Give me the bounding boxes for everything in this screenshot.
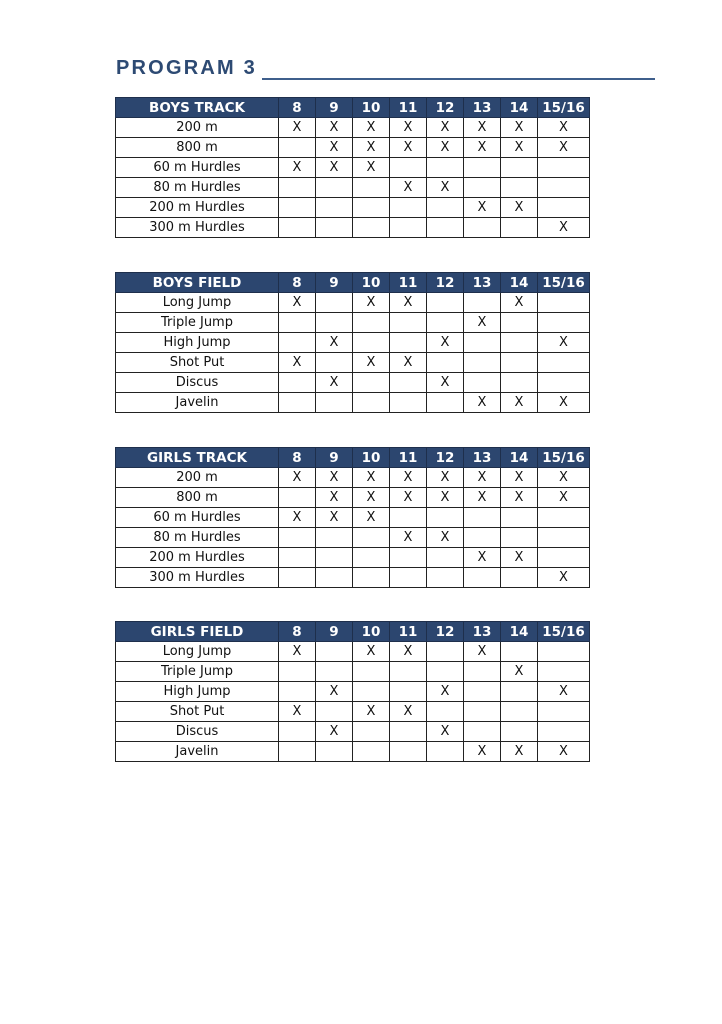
girls-track-table xyxy=(115,447,590,588)
table-row xyxy=(116,642,590,662)
eligibility-mark xyxy=(538,353,590,373)
eligibility-mark: X xyxy=(353,508,390,528)
eligibility-mark xyxy=(279,488,316,508)
eligibility-mark: X xyxy=(316,373,353,393)
eligibility-mark xyxy=(390,722,427,742)
eligibility-mark xyxy=(464,568,501,588)
eligibility-mark: X xyxy=(464,118,501,138)
eligibility-mark: X xyxy=(390,468,427,488)
age-column-header: 8 xyxy=(279,98,316,118)
age-column-header: 13 xyxy=(464,273,501,293)
eligibility-mark: X xyxy=(316,508,353,528)
eligibility-mark xyxy=(353,373,390,393)
table-row xyxy=(116,393,590,413)
eligibility-mark: X xyxy=(501,293,538,313)
eligibility-mark xyxy=(538,642,590,662)
event-name: Long Jump xyxy=(116,293,279,313)
age-column-header: 13 xyxy=(464,448,501,468)
eligibility-mark: X xyxy=(501,393,538,413)
event-name: Javelin xyxy=(116,393,279,413)
eligibility-mark xyxy=(353,568,390,588)
eligibility-mark xyxy=(427,742,464,762)
eligibility-mark: X xyxy=(279,642,316,662)
eligibility-mark: X xyxy=(279,702,316,722)
age-column-header: 15/16 xyxy=(538,448,590,468)
eligibility-mark xyxy=(427,568,464,588)
eligibility-mark xyxy=(464,373,501,393)
eligibility-mark: X xyxy=(427,682,464,702)
eligibility-mark xyxy=(501,373,538,393)
eligibility-mark xyxy=(390,218,427,238)
eligibility-mark: X xyxy=(390,528,427,548)
eligibility-mark: X xyxy=(538,488,590,508)
eligibility-mark xyxy=(279,393,316,413)
eligibility-mark: X xyxy=(427,138,464,158)
eligibility-mark: X xyxy=(501,118,538,138)
eligibility-mark: X xyxy=(464,198,501,218)
eligibility-mark xyxy=(427,198,464,218)
event-name: Discus xyxy=(116,722,279,742)
eligibility-mark: X xyxy=(353,353,390,373)
eligibility-mark xyxy=(279,742,316,762)
eligibility-mark xyxy=(501,722,538,742)
eligibility-mark xyxy=(316,642,353,662)
eligibility-mark xyxy=(390,682,427,702)
age-column-header: 10 xyxy=(353,273,390,293)
eligibility-mark xyxy=(279,662,316,682)
eligibility-mark: X xyxy=(390,293,427,313)
table-heading: GIRLS TRACK xyxy=(116,448,279,468)
eligibility-mark: X xyxy=(279,353,316,373)
table-row xyxy=(116,488,590,508)
event-name: 60 m Hurdles xyxy=(116,508,279,528)
eligibility-mark: X xyxy=(538,393,590,413)
age-column-header: 12 xyxy=(427,622,464,642)
eligibility-mark xyxy=(464,662,501,682)
eligibility-mark xyxy=(279,138,316,158)
eligibility-mark: X xyxy=(464,468,501,488)
event-name: 60 m Hurdles xyxy=(116,158,279,178)
table-row xyxy=(116,568,590,588)
eligibility-mark xyxy=(316,662,353,682)
eligibility-mark xyxy=(316,702,353,722)
age-column-header: 11 xyxy=(390,448,427,468)
eligibility-mark xyxy=(279,548,316,568)
eligibility-mark: X xyxy=(316,722,353,742)
eligibility-mark: X xyxy=(464,642,501,662)
age-column-header: 12 xyxy=(427,273,464,293)
table-row xyxy=(116,702,590,722)
eligibility-mark xyxy=(538,293,590,313)
eligibility-mark xyxy=(427,313,464,333)
table-row xyxy=(116,178,590,198)
eligibility-mark: X xyxy=(501,138,538,158)
eligibility-mark: X xyxy=(390,642,427,662)
eligibility-mark: X xyxy=(316,468,353,488)
eligibility-mark xyxy=(427,662,464,682)
table-header-row xyxy=(116,98,590,118)
age-column-header: 15/16 xyxy=(538,98,590,118)
event-name: 200 m Hurdles xyxy=(116,198,279,218)
eligibility-mark xyxy=(316,178,353,198)
event-name: 80 m Hurdles xyxy=(116,178,279,198)
table-heading: BOYS TRACK xyxy=(116,98,279,118)
eligibility-mark xyxy=(538,198,590,218)
age-column-header: 12 xyxy=(427,98,464,118)
eligibility-mark: X xyxy=(279,118,316,138)
event-name: Triple Jump xyxy=(116,662,279,682)
age-column-header: 14 xyxy=(501,98,538,118)
event-name: 800 m xyxy=(116,138,279,158)
eligibility-mark xyxy=(464,178,501,198)
eligibility-mark xyxy=(427,548,464,568)
eligibility-mark xyxy=(353,333,390,353)
eligibility-mark xyxy=(538,528,590,548)
eligibility-mark: X xyxy=(538,218,590,238)
eligibility-mark xyxy=(464,293,501,313)
eligibility-mark: X xyxy=(390,488,427,508)
eligibility-mark: X xyxy=(390,178,427,198)
eligibility-mark: X xyxy=(538,742,590,762)
eligibility-mark xyxy=(464,218,501,238)
eligibility-mark xyxy=(501,158,538,178)
eligibility-mark xyxy=(390,313,427,333)
eligibility-mark xyxy=(464,353,501,373)
age-column-header: 9 xyxy=(316,98,353,118)
table-header-row xyxy=(116,622,590,642)
eligibility-mark: X xyxy=(390,138,427,158)
eligibility-mark: X xyxy=(427,178,464,198)
age-column-header: 14 xyxy=(501,622,538,642)
eligibility-mark xyxy=(316,313,353,333)
eligibility-mark xyxy=(501,353,538,373)
eligibility-mark xyxy=(390,548,427,568)
event-name: High Jump xyxy=(116,682,279,702)
eligibility-mark: X xyxy=(501,198,538,218)
eligibility-mark xyxy=(390,662,427,682)
eligibility-mark: X xyxy=(538,468,590,488)
eligibility-mark: X xyxy=(316,158,353,178)
table-row xyxy=(116,218,590,238)
event-name: Long Jump xyxy=(116,642,279,662)
eligibility-mark xyxy=(279,568,316,588)
age-column-header: 9 xyxy=(316,448,353,468)
page-title: PROGRAM 3 xyxy=(116,57,257,79)
eligibility-mark xyxy=(353,548,390,568)
event-name: High Jump xyxy=(116,333,279,353)
eligibility-mark xyxy=(464,682,501,702)
age-column-header: 13 xyxy=(464,622,501,642)
eligibility-mark: X xyxy=(353,488,390,508)
eligibility-mark: X xyxy=(316,682,353,702)
event-name: Shot Put xyxy=(116,702,279,722)
eligibility-mark xyxy=(427,293,464,313)
eligibility-mark: X xyxy=(390,353,427,373)
eligibility-mark: X xyxy=(353,138,390,158)
eligibility-mark: X xyxy=(390,702,427,722)
eligibility-mark xyxy=(316,353,353,373)
age-column-header: 12 xyxy=(427,448,464,468)
table-row xyxy=(116,722,590,742)
age-column-header: 10 xyxy=(353,622,390,642)
eligibility-mark xyxy=(279,722,316,742)
eligibility-mark: X xyxy=(538,568,590,588)
eligibility-mark xyxy=(538,178,590,198)
eligibility-mark xyxy=(316,528,353,548)
eligibility-mark xyxy=(501,642,538,662)
table-row xyxy=(116,662,590,682)
title-underline-rule xyxy=(262,78,655,80)
table-row xyxy=(116,293,590,313)
eligibility-mark xyxy=(538,313,590,333)
table-header-row xyxy=(116,448,590,468)
eligibility-mark xyxy=(501,313,538,333)
event-name: 800 m xyxy=(116,488,279,508)
eligibility-mark xyxy=(390,158,427,178)
eligibility-mark xyxy=(316,198,353,218)
eligibility-mark xyxy=(279,178,316,198)
eligibility-mark: X xyxy=(427,722,464,742)
event-name: 200 m xyxy=(116,468,279,488)
age-column-header: 9 xyxy=(316,622,353,642)
eligibility-mark xyxy=(279,198,316,218)
eligibility-mark xyxy=(538,662,590,682)
eligibility-mark xyxy=(390,333,427,353)
eligibility-mark: X xyxy=(501,488,538,508)
eligibility-mark: X xyxy=(538,138,590,158)
eligibility-mark xyxy=(353,393,390,413)
eligibility-mark: X xyxy=(427,373,464,393)
age-column-header: 13 xyxy=(464,98,501,118)
eligibility-mark xyxy=(501,333,538,353)
table-row xyxy=(116,373,590,393)
eligibility-mark xyxy=(427,218,464,238)
event-name: Shot Put xyxy=(116,353,279,373)
eligibility-mark: X xyxy=(464,138,501,158)
eligibility-mark xyxy=(279,682,316,702)
event-name: 200 m Hurdles xyxy=(116,548,279,568)
eligibility-mark xyxy=(353,662,390,682)
eligibility-mark xyxy=(427,393,464,413)
eligibility-mark xyxy=(316,218,353,238)
age-column-header: 14 xyxy=(501,448,538,468)
eligibility-mark: X xyxy=(427,488,464,508)
table-row xyxy=(116,333,590,353)
event-name: Discus xyxy=(116,373,279,393)
eligibility-mark: X xyxy=(427,468,464,488)
eligibility-mark xyxy=(316,568,353,588)
eligibility-mark: X xyxy=(501,662,538,682)
age-column-header: 8 xyxy=(279,622,316,642)
eligibility-mark xyxy=(279,333,316,353)
age-column-header: 10 xyxy=(353,448,390,468)
eligibility-mark: X xyxy=(501,468,538,488)
event-name: Triple Jump xyxy=(116,313,279,333)
eligibility-mark: X xyxy=(279,158,316,178)
age-column-header: 15/16 xyxy=(538,273,590,293)
eligibility-mark: X xyxy=(353,702,390,722)
eligibility-mark xyxy=(353,198,390,218)
eligibility-mark: X xyxy=(316,488,353,508)
eligibility-mark xyxy=(501,178,538,198)
eligibility-mark xyxy=(538,548,590,568)
eligibility-mark: X xyxy=(538,682,590,702)
age-column-header: 8 xyxy=(279,273,316,293)
eligibility-mark xyxy=(464,528,501,548)
eligibility-mark: X xyxy=(464,742,501,762)
eligibility-mark xyxy=(353,722,390,742)
eligibility-mark: X xyxy=(353,468,390,488)
eligibility-mark: X xyxy=(353,642,390,662)
eligibility-mark: X xyxy=(390,118,427,138)
eligibility-mark: X xyxy=(501,548,538,568)
eligibility-mark xyxy=(390,373,427,393)
eligibility-mark xyxy=(390,198,427,218)
eligibility-mark xyxy=(427,508,464,528)
table-row xyxy=(116,158,590,178)
eligibility-mark xyxy=(538,158,590,178)
eligibility-mark xyxy=(353,742,390,762)
event-name: 80 m Hurdles xyxy=(116,528,279,548)
table-row xyxy=(116,508,590,528)
eligibility-mark xyxy=(427,702,464,722)
eligibility-mark: X xyxy=(427,333,464,353)
eligibility-mark xyxy=(538,373,590,393)
eligibility-mark: X xyxy=(538,333,590,353)
table-row xyxy=(116,138,590,158)
boys-track-table xyxy=(115,97,590,238)
table-heading: GIRLS FIELD xyxy=(116,622,279,642)
boys-field-table xyxy=(115,272,590,413)
girls-field-table xyxy=(115,621,590,762)
eligibility-mark xyxy=(464,722,501,742)
eligibility-mark xyxy=(279,373,316,393)
table-row xyxy=(116,682,590,702)
eligibility-mark xyxy=(390,393,427,413)
eligibility-mark xyxy=(501,568,538,588)
eligibility-mark xyxy=(427,642,464,662)
eligibility-mark xyxy=(279,218,316,238)
eligibility-mark xyxy=(316,293,353,313)
table-row xyxy=(116,353,590,373)
eligibility-mark: X xyxy=(501,742,538,762)
eligibility-mark: X xyxy=(353,158,390,178)
eligibility-mark: X xyxy=(316,138,353,158)
eligibility-mark: X xyxy=(353,293,390,313)
table-heading: BOYS FIELD xyxy=(116,273,279,293)
age-column-header: 10 xyxy=(353,98,390,118)
eligibility-mark xyxy=(353,313,390,333)
eligibility-mark: X xyxy=(427,528,464,548)
eligibility-mark xyxy=(390,508,427,528)
age-column-header: 9 xyxy=(316,273,353,293)
eligibility-mark xyxy=(279,528,316,548)
age-column-header: 11 xyxy=(390,273,427,293)
age-column-header: 8 xyxy=(279,448,316,468)
eligibility-mark xyxy=(353,528,390,548)
eligibility-mark: X xyxy=(464,488,501,508)
eligibility-mark xyxy=(464,702,501,722)
eligibility-mark: X xyxy=(316,118,353,138)
eligibility-mark xyxy=(501,702,538,722)
eligibility-mark xyxy=(501,218,538,238)
eligibility-mark xyxy=(316,548,353,568)
eligibility-mark xyxy=(427,158,464,178)
eligibility-mark: X xyxy=(464,313,501,333)
table-row xyxy=(116,528,590,548)
eligibility-mark: X xyxy=(427,118,464,138)
eligibility-mark xyxy=(279,313,316,333)
eligibility-mark xyxy=(316,393,353,413)
table-row xyxy=(116,742,590,762)
event-name: 300 m Hurdles xyxy=(116,568,279,588)
eligibility-mark: X xyxy=(464,548,501,568)
eligibility-mark xyxy=(464,333,501,353)
eligibility-mark xyxy=(464,508,501,528)
event-name: 200 m xyxy=(116,118,279,138)
table-row xyxy=(116,198,590,218)
eligibility-mark xyxy=(316,742,353,762)
eligibility-mark: X xyxy=(353,118,390,138)
age-column-header: 15/16 xyxy=(538,622,590,642)
table-row xyxy=(116,468,590,488)
eligibility-mark xyxy=(464,158,501,178)
age-column-header: 14 xyxy=(501,273,538,293)
table-header-row xyxy=(116,273,590,293)
eligibility-mark: X xyxy=(279,468,316,488)
eligibility-mark xyxy=(501,682,538,702)
eligibility-mark: X xyxy=(316,333,353,353)
eligibility-mark xyxy=(390,742,427,762)
eligibility-mark xyxy=(501,528,538,548)
eligibility-mark xyxy=(501,508,538,528)
eligibility-mark xyxy=(538,508,590,528)
eligibility-mark: X xyxy=(279,508,316,528)
eligibility-mark xyxy=(538,702,590,722)
eligibility-mark xyxy=(427,353,464,373)
eligibility-mark: X xyxy=(464,393,501,413)
table-row xyxy=(116,118,590,138)
eligibility-mark xyxy=(538,722,590,742)
event-name: Javelin xyxy=(116,742,279,762)
table-row xyxy=(116,313,590,333)
eligibility-mark xyxy=(353,218,390,238)
eligibility-mark: X xyxy=(538,118,590,138)
eligibility-mark xyxy=(390,568,427,588)
age-column-header: 11 xyxy=(390,98,427,118)
table-row xyxy=(116,548,590,568)
age-column-header: 11 xyxy=(390,622,427,642)
eligibility-mark: X xyxy=(279,293,316,313)
eligibility-mark xyxy=(353,682,390,702)
eligibility-mark xyxy=(353,178,390,198)
event-name: 300 m Hurdles xyxy=(116,218,279,238)
